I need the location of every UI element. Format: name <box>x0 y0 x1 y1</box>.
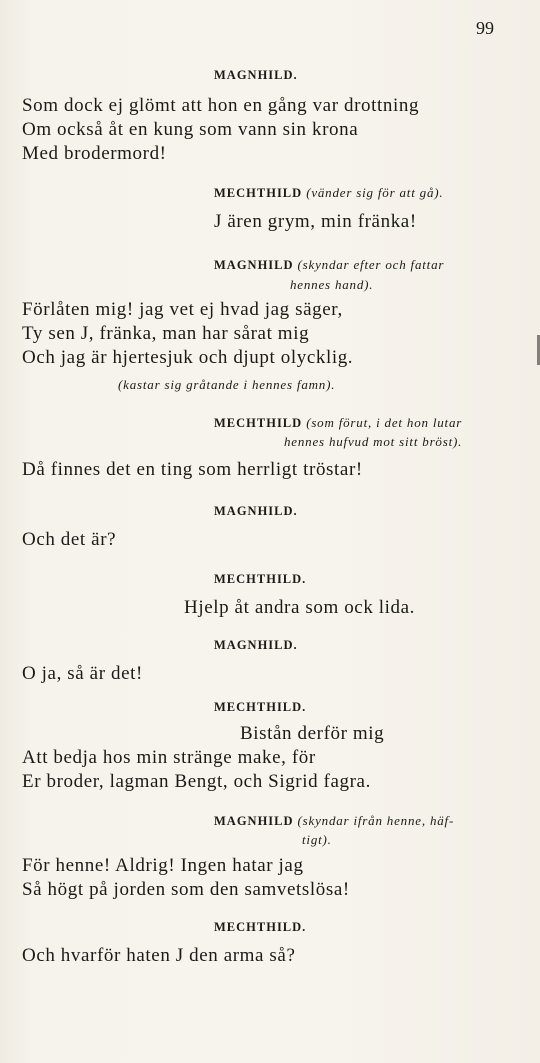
stage-direction: hennes hufvud mot sitt bröst). <box>284 434 463 449</box>
speaker-heading <box>214 636 298 654</box>
speaker-name: MECHTHILD. <box>214 920 307 934</box>
verse-line: Förlåten mig! jag vet ej hvad jag säger, <box>22 299 343 320</box>
speaker-heading <box>214 256 444 274</box>
speaker-heading <box>214 66 298 84</box>
verse-line: Och hvarför haten J den arma så? <box>22 945 296 966</box>
verse-line: Bistån derför mig <box>240 723 385 744</box>
speaker-heading <box>214 184 443 202</box>
stage-direction: (kastar sig gråtande i hennes famn). <box>118 377 336 392</box>
verse-line: O ja, så är det! <box>22 663 143 684</box>
verse-line: Att bedja hos min stränge make, för <box>22 747 316 768</box>
speaker-name: MAGNHILD <box>214 258 294 272</box>
speaker-name: MAGNHILD <box>214 814 294 828</box>
speaker-name: MECHTHILD. <box>214 572 307 586</box>
verse-line: Och jag är hjertesjuk och djupt olycklig. <box>22 347 354 368</box>
verse-line: Så högt på jorden som den samvetslösa! <box>22 879 350 900</box>
verse-line: Hjelp åt andra som ock lida. <box>184 597 416 618</box>
speaker-heading <box>214 414 462 432</box>
verse-line: Med brodermord! <box>22 143 167 164</box>
stage-direction: (vänder sig för att gå). <box>306 185 444 200</box>
speaker-name: MAGNHILD. <box>214 68 298 82</box>
stage-direction: (skyndar efter och fattar <box>297 257 445 272</box>
speaker-heading <box>214 570 306 588</box>
stage-direction: (som förut, i det hon lutar <box>306 415 463 430</box>
verse-line: Då finnes det en ting som herrligt tröstar! <box>22 459 363 480</box>
speaker-heading <box>214 698 306 716</box>
verse-line: Om också åt en kung som vann sin krona <box>22 119 359 140</box>
verse-line: Ty sen J, fränka, man har sårat mig <box>22 323 310 344</box>
speaker-name: MECHTHILD <box>214 186 303 200</box>
verse-line: Er broder, lagman Bengt, och Sigrid fagra. <box>22 771 371 792</box>
speaker-name: MAGNHILD. <box>214 638 298 652</box>
speaker-heading <box>214 812 454 830</box>
verse-line: Och det är? <box>22 529 117 550</box>
stage-direction: tigt). <box>302 832 332 847</box>
speaker-name: MECHTHILD. <box>214 700 307 714</box>
verse-line: J ären grym, min fränka! <box>214 211 417 232</box>
page-number: 99 <box>476 18 494 38</box>
speaker-name: MECHTHILD <box>214 416 303 430</box>
verse-line: För henne! Aldrig! Ingen hatar jag <box>22 855 304 876</box>
stage-direction: (skyndar ifrån henne, häf- <box>297 813 455 828</box>
speaker-heading <box>214 918 306 936</box>
speaker-heading <box>214 502 298 520</box>
verse-line: Som dock ej glömt att hon en gång var drottning <box>22 95 420 116</box>
speaker-name: MAGNHILD. <box>214 504 298 518</box>
stage-direction: hennes hand). <box>290 277 374 292</box>
